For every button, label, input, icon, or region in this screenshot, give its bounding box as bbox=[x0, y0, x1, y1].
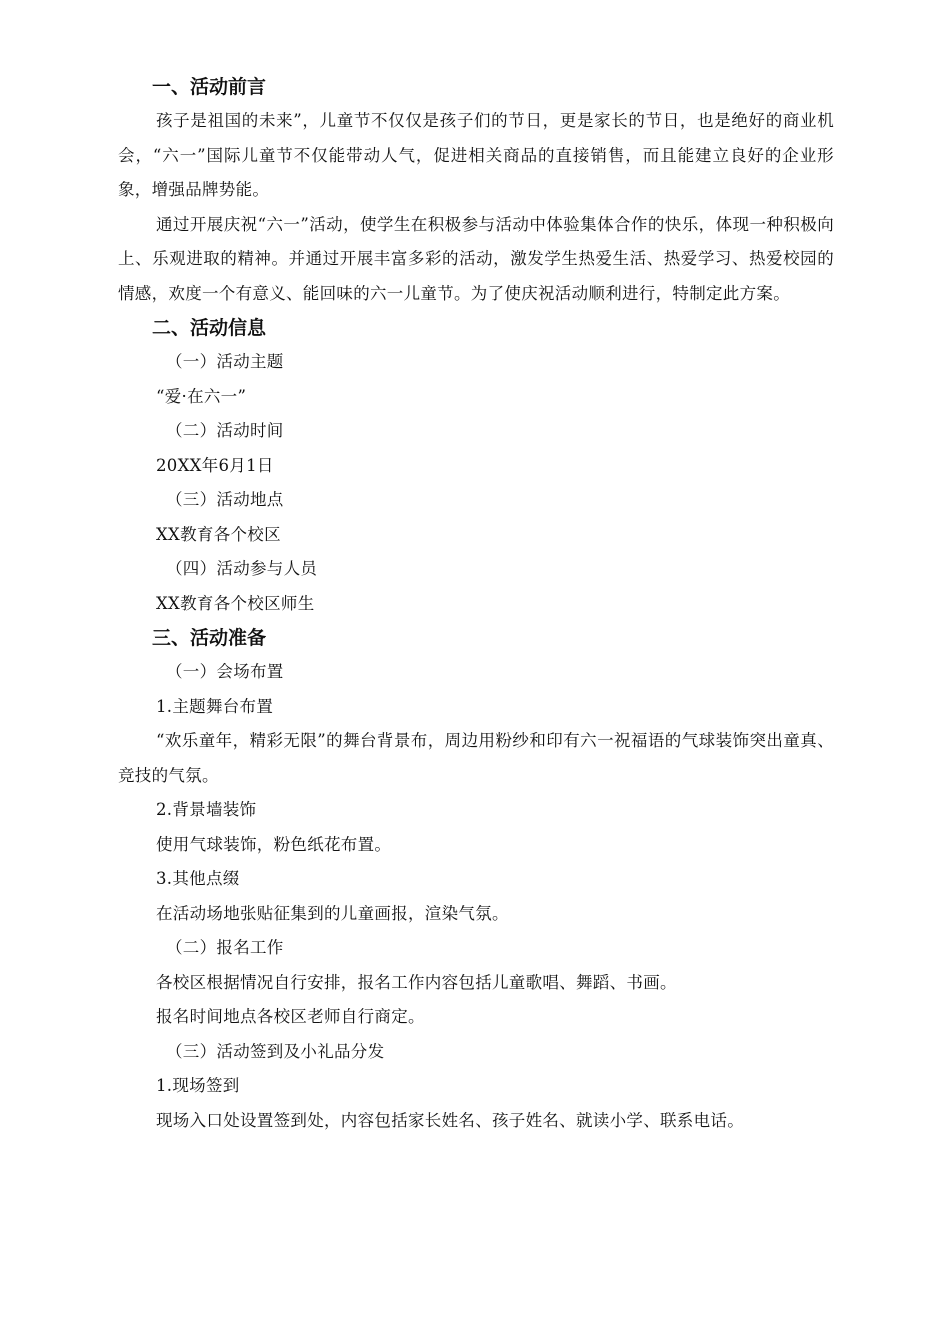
text-line: “爱·在六一” bbox=[156, 386, 247, 406]
subheading: （二）报名工作 bbox=[166, 938, 284, 957]
subheading: （二）活动时间 bbox=[166, 421, 284, 440]
subheading: （四）活动参与人员 bbox=[166, 559, 318, 578]
subheading: （一）活动主题 bbox=[166, 352, 284, 371]
text-line: 使用气球装饰，粉色纸花布置。 bbox=[156, 834, 392, 854]
section-heading-1: 一、活动前言 bbox=[152, 76, 267, 98]
text-line: 各校区根据情况自行安排，报名工作内容包括儿童歌唱、舞蹈、书画。 bbox=[156, 972, 677, 992]
subheading: （三）活动签到及小礼品分发 bbox=[166, 1041, 385, 1061]
paragraph: 通过开展庆祝“六一”活动，使学生在积极参与活动中体验集体合作的快乐，体现一种积极向上、乐观进取的精神。并通过开展丰富多彩的活动，激发学生热爱生活、热爱学习、热爱校园的情感，欢度一个有意义、能回味的六一儿童节。为了使庆祝活动顺利进行，特制定此方案。 bbox=[118, 214, 834, 303]
list-item-title: 1.主题舞台布置 bbox=[156, 696, 274, 716]
document-body bbox=[118, 70, 834, 1138]
paragraph: “欢乐童年，精彩无限”的舞台背景布，周边用粉纱和印有六一祝福语的气球装饰突出童真、竞技的气氛。 bbox=[118, 731, 834, 785]
text-line: XX教育各个校区 bbox=[156, 524, 281, 544]
subheading: （一）会场布置 bbox=[166, 662, 284, 681]
list-item-title: 3.其他点缀 bbox=[156, 869, 240, 888]
text-line: 20XX年6月1日 bbox=[156, 455, 274, 475]
section-heading-3: 三、活动准备 bbox=[152, 627, 267, 649]
subheading: （三）活动地点 bbox=[166, 490, 284, 509]
text-line: 现场入口处设置签到处，内容包括家长姓名、孩子姓名、就读小学、联系电话。 bbox=[156, 1110, 744, 1130]
paragraph: 孩子是祖国的未来”，儿童节不仅仅是孩子们的节日，更是家长的节日，也是绝好的商业机会，“六一”国际儿童节不仅能带动人气，促进相关商品的直接销售，而且能建立良好的企业形象，增强品牌势能。 bbox=[118, 111, 834, 199]
text-line: 在活动场地张贴征集到的儿童画报，渲染气氛。 bbox=[156, 903, 509, 923]
section-heading-2: 二、活动信息 bbox=[152, 317, 267, 339]
list-item-title: 1.现场签到 bbox=[156, 1076, 240, 1095]
text-line: 报名时间地点各校区老师自行商定。 bbox=[156, 1007, 425, 1026]
list-item-title: 2.背景墙装饰 bbox=[156, 800, 257, 819]
text-line: XX教育各个校区师生 bbox=[156, 593, 315, 613]
